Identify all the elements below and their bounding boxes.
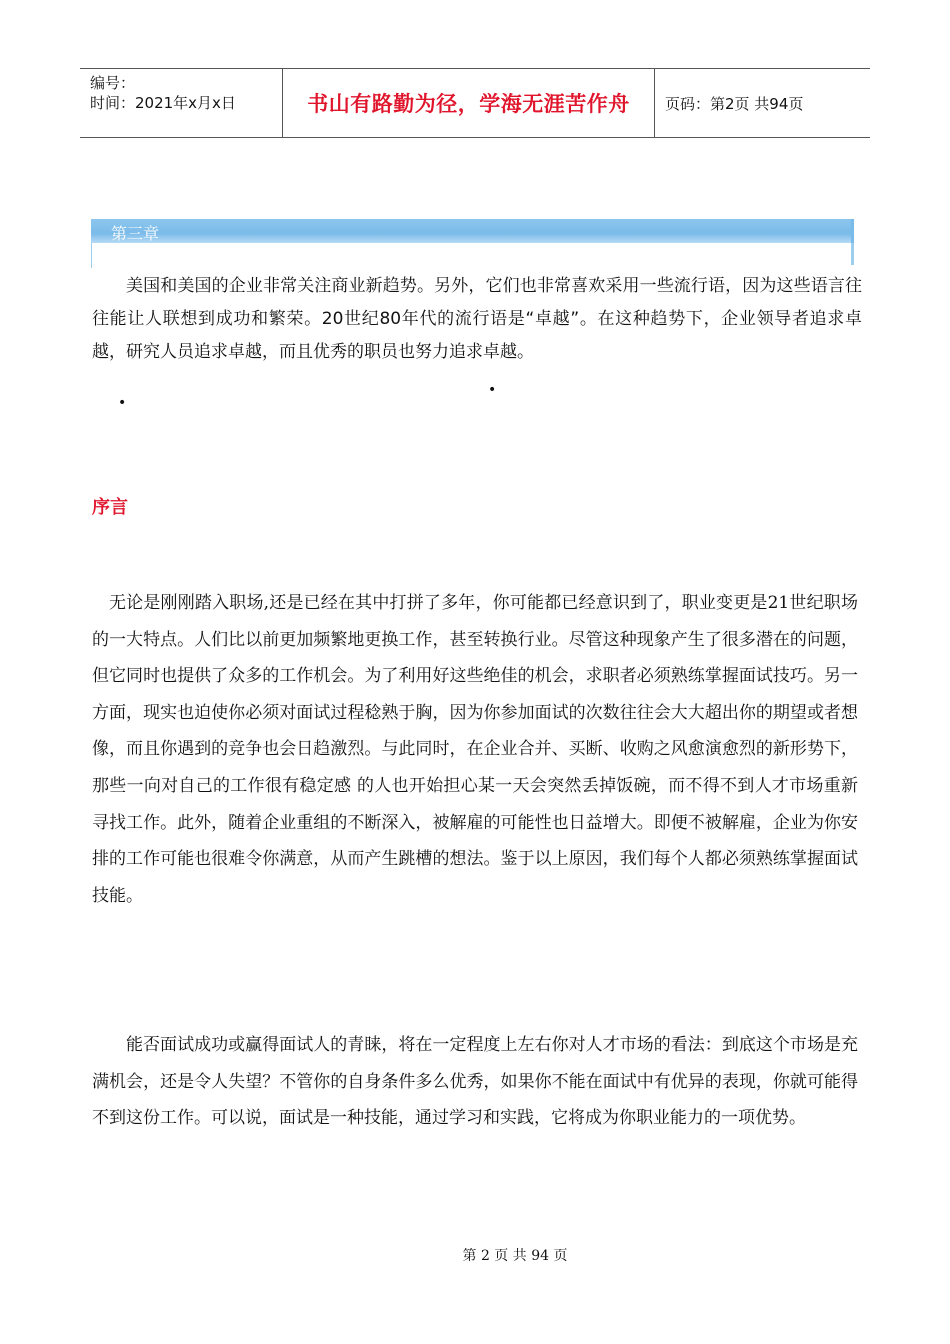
page-footer: 第 2 页 共 94 页 <box>462 1248 568 1264</box>
banner-divider-left <box>91 243 92 268</box>
bullet-point: • <box>118 395 127 411</box>
preface-paragraph-2: 能否面试成功或赢得面试人的青睐，将在一定程度上左右你对人才市场的看法：到底这个市场是充满机会，还是令人失望？不管你的自身条件多么优秀，如果你不能在面试中有优异的表现，你就可能得不到这份工作。可以说，面试是一种技能，通过学习和实践，它将成为你职业能力的一项优势。 <box>92 1035 858 1129</box>
chapter-banner <box>91 219 854 243</box>
document-date: 时间：2021年x月x日 <box>90 94 236 112</box>
preface-paragraph-1: 无论是刚刚踏入职场,还是已经在其中打拼了多年，你可能都已经意识到了，职业变更是21世纪职场的一大特点。人们比以前更加频繁地更换工作，甚至转换行业。尽管这种现象产生了很多潜在的问题，但它同时也提供了众多的工作机会。为了利用好这些绝佳的机会，求职者必须熟练掌握面试技巧。另一方面，现实也迫使你必须对面试过程稔熟于胸，因为你参加面试的次数往往会大大超出你的期望或者想像，而且你遇到的竞争也会日趋激烈。与此同时，在企业合并、买断、收购之风愈演愈烈的新形势下，那些一向对自己的工作很有稳定感 的人也开始担心某一天会突然丢掉饭碗，而不得不到人才市场重新寻找工作。此外，随着企业重组的不断深入，被解雇的可能性也日益增大。即便不被解雇，企业为你安排的工作可能也很难令你满意，从而产生跳槽的想法。鉴于以上原因，我们每个人都必须熟练掌握面试技能。 <box>92 593 858 906</box>
document-number-label: 编号： <box>90 74 136 92</box>
header-meta-cell <box>80 69 283 137</box>
banner-divider-right <box>851 243 854 265</box>
header-motto: 书山有路勤为径，学海无涯苦作舟 <box>283 69 655 137</box>
chapter-intro-paragraph: 美国和美国的企业非常关注商业新趋势。另外，它们也非常喜欢采用一些流行语，因为这些语言往往能让人联想到成功和繁荣。20世纪80年代的流行语是“卓越”。在这种趋势下，企业领导者追求卓越，研究人员追求卓越，而且优秀的职员也努力追求卓越。 <box>92 276 862 362</box>
chapter-title: 第三章 <box>111 224 160 243</box>
bullet-point: • <box>488 382 497 398</box>
document-header <box>80 68 870 138</box>
preface-heading: 序言 <box>92 497 128 518</box>
header-page-code: 页码：第2页 共94页 <box>665 94 804 113</box>
